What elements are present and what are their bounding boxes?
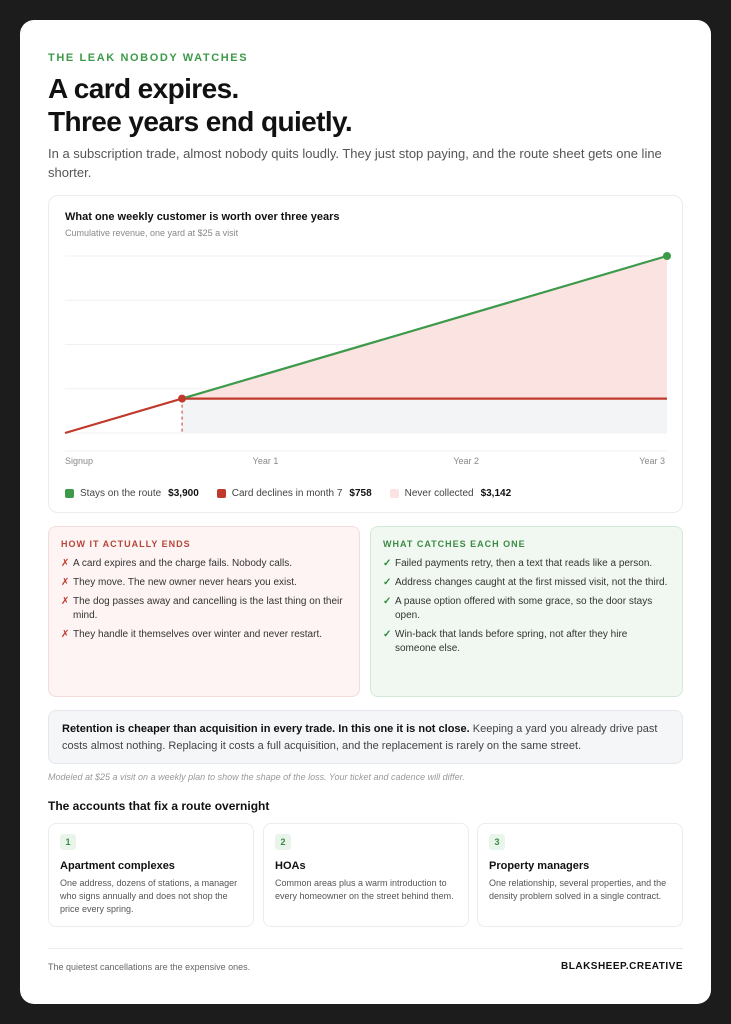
headline-line-1: A card expires. [48, 73, 239, 104]
page-title [48, 72, 352, 138]
footer-divider [48, 948, 683, 949]
list-item-text: Failed payments retry, then a text that reads like a person. [395, 558, 653, 569]
legend-swatch-stays [65, 489, 74, 498]
chart-legend [65, 488, 529, 499]
x-tick-label: Year 1 [252, 456, 279, 466]
list-item [383, 576, 670, 590]
footer-tagline: The quietest cancellations are the expensive ones. [48, 962, 251, 972]
check-icon: ✓ [383, 629, 392, 640]
list-item-text: Win-back that lands before spring, not after they hire someone else. [395, 629, 628, 654]
x-tick-label: Year 3 [639, 456, 665, 466]
legend-label-stays: Stays on the route [80, 488, 162, 499]
how-it-ends-panel [48, 526, 360, 697]
model-footnote: Modeled at $25 a visit on a weekly plan to show the shape of the loss. Your ticket and cadence will differ. [48, 772, 465, 782]
account-description: One relationship, several properties, and the density problem solved in a single contract. [489, 878, 667, 901]
list-item-text: A card expires and the charge fails. Nobody calls. [73, 558, 293, 569]
callout-bold-text: Retention is cheaper than acquisition in every trade. In this one it is not close. [62, 723, 470, 735]
cross-icon: ✗ [61, 558, 70, 569]
cross-icon: ✗ [61, 577, 70, 588]
list-item-text: The dog passes away and cancelling is the last thing on their mind. [73, 596, 343, 621]
list-item [61, 576, 347, 590]
account-description: Common areas plus a warm introduction to every homeowner on the street behind them. [275, 878, 454, 901]
collected-area [182, 399, 667, 433]
legend-swatch-never [390, 489, 399, 498]
what-catches-panel [370, 526, 683, 697]
list-item [383, 557, 670, 571]
list-item [61, 595, 347, 623]
list-item [61, 628, 347, 642]
callout-text: Keeping a yard you already drive past costs almost nothing. Replacing it costs a full acquisition, and the replacement is rarely on the same street. [62, 723, 658, 752]
brand-wordmark: BLAKSHEEP.CREATIVE [561, 961, 683, 972]
account-description: One address, dozens of stations, a manager who signs annually and does not shop the price every spring. [60, 878, 238, 914]
eyebrow: THE LEAK NOBODY WATCHES [48, 52, 249, 64]
list-item [383, 628, 670, 656]
endpoint-stays [663, 252, 671, 260]
account-number-badge: 2 [275, 834, 291, 850]
chart-title: What one weekly customer is worth over three years [65, 211, 340, 223]
account-number-badge: 1 [60, 834, 76, 850]
account-name: Property managers [489, 860, 590, 872]
what-catches-list [383, 557, 670, 656]
churn-point [178, 395, 186, 403]
intro-text: In a subscription trade, almost nobody quits loudly. They just stop paying, and the route sheet gets one line shorter. [48, 146, 662, 180]
list-item [61, 557, 347, 571]
account-card-apartments [48, 823, 254, 927]
x-tick-label: Signup [65, 456, 94, 466]
legend-label-never: Never collected [404, 488, 474, 499]
accounts-heading: The accounts that fix a route overnight [48, 799, 270, 813]
check-icon: ✓ [383, 558, 392, 569]
list-item-text: They handle it themselves over winter and never restart. [73, 629, 323, 640]
what-catches-title: WHAT CATCHES EACH ONE [383, 539, 526, 549]
legend-label-declines: Card declines in month 7 [231, 488, 343, 499]
x-tick-label: Year 2 [453, 456, 480, 466]
how-it-ends-title: HOW IT ACTUALLY ENDS [61, 539, 191, 549]
check-icon: ✓ [383, 577, 392, 588]
chart-subtitle: Cumulative revenue, one yard at $25 a visit [65, 228, 239, 238]
account-name: HOAs [275, 860, 306, 872]
list-item [383, 595, 670, 623]
chart-card [48, 195, 683, 513]
account-number-badge: 3 [489, 834, 505, 850]
account-card-property-managers [477, 823, 683, 927]
account-name: Apartment complexes [60, 860, 175, 872]
page [20, 20, 711, 1004]
how-it-ends-list [61, 557, 347, 642]
check-icon: ✓ [383, 596, 392, 607]
account-card-hoas [263, 823, 469, 927]
chart-plot [49, 196, 684, 514]
cross-icon: ✗ [61, 629, 70, 640]
list-item-text: Address changes caught at the first missed visit, not the third. [395, 577, 668, 588]
legend-value-declines: $758 [349, 488, 372, 499]
list-item-text: They move. The new owner never hears you exist. [73, 577, 297, 588]
list-item-text: A pause option offered with some grace, so the door stays open. [395, 596, 653, 621]
legend-swatch-declines [217, 489, 226, 498]
headline-line-2: Three years end quietly. [48, 106, 353, 137]
cross-icon: ✗ [61, 596, 70, 607]
legend-value-stays: $3,900 [168, 488, 199, 499]
legend-value-never: $3,142 [480, 488, 512, 499]
retention-callout [48, 710, 683, 764]
